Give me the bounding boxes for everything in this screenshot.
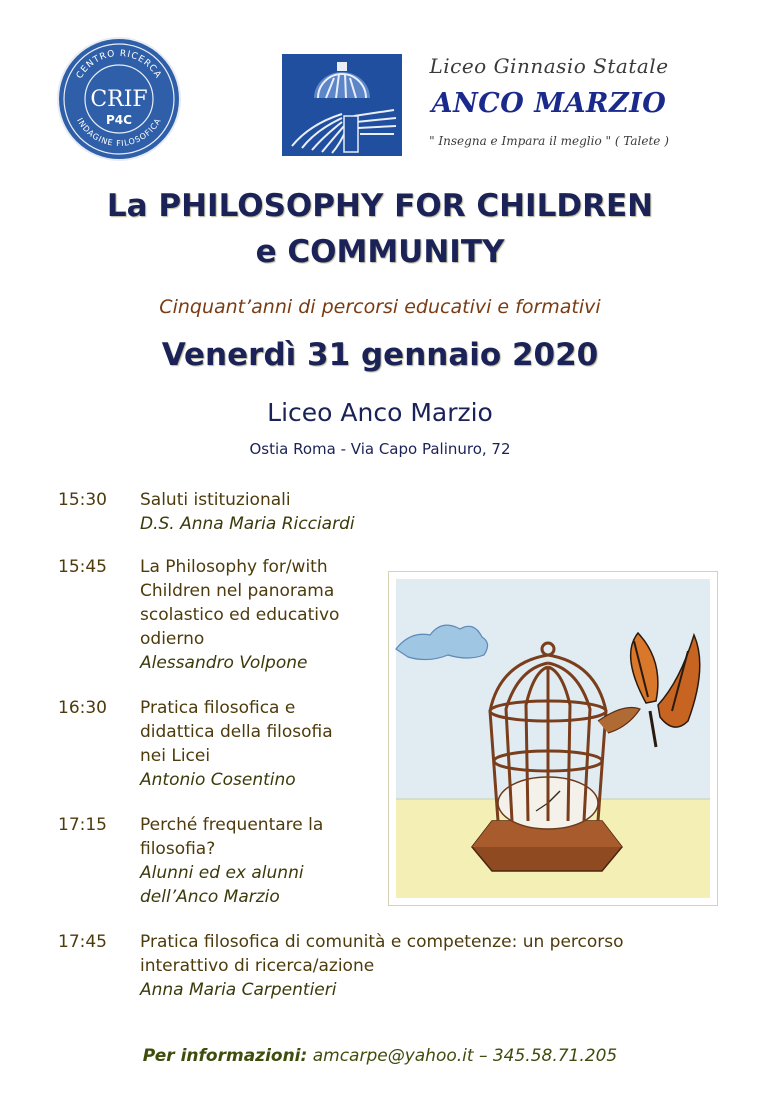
birdcage-butterfly-illustration <box>388 571 718 906</box>
program-item <box>140 696 333 792</box>
program-speaker: Anna Maria Carpentieri <box>140 980 337 1000</box>
event-subtitle: Cinquant’anni di percorsi educativi e formativi <box>159 296 601 318</box>
event-title-line1: La PHILOSOPHY FOR CHILDREN <box>106 188 654 224</box>
event-address: Ostia Roma - Via Capo Palinuro, 72 <box>249 440 511 458</box>
program-item <box>140 930 624 1002</box>
event-date: Venerdì 31 gennaio 2020 <box>161 337 599 373</box>
crif-tag: P4C <box>106 113 132 127</box>
event-title-line2: e COMMUNITY <box>255 234 505 270</box>
info-footer <box>0 1046 760 1066</box>
program-title: didattica della filosofia <box>140 722 333 742</box>
info-label: Per informazioni: <box>142 1046 308 1066</box>
program-item <box>140 488 355 536</box>
school-subtitle: Liceo Ginnasio Statale <box>429 54 669 78</box>
school-name: ANCO MARZIO <box>431 88 667 119</box>
program-speaker: Alessandro Volpone <box>140 653 308 673</box>
info-contact: amcarpe@yahoo.it – 345.58.71.205 <box>312 1046 618 1066</box>
program-speaker: Alunni ed ex alunni <box>140 863 304 883</box>
crif-top-arc-text: CENTRO RICERCA <box>74 48 164 81</box>
program-title: Pratica filosofica di comunità e competenze: un percorso <box>140 932 624 952</box>
program-item <box>140 813 323 909</box>
crif-logo <box>56 36 182 162</box>
program-title: scolastico ed educativo <box>140 605 340 625</box>
school-motto: " Insegna e Impara il meglio " ( Talete ) <box>429 134 669 148</box>
program-title: Pratica filosofica e <box>140 698 296 718</box>
program-time: 17:15 <box>58 815 107 835</box>
program-time: 16:30 <box>58 698 107 718</box>
program-title: filosofia? <box>140 839 216 859</box>
program-title: Saluti istituzionali <box>140 490 291 510</box>
program-title: Children nel panorama <box>140 581 335 601</box>
program-time: 15:45 <box>58 557 107 577</box>
program-title: odierno <box>140 629 205 649</box>
program-time: 17:45 <box>58 932 107 952</box>
crif-bottom-arc-text: INDAGINE FILOSOFICA <box>75 116 163 149</box>
program-item <box>140 555 339 675</box>
program-title: Perché frequentare la <box>140 815 324 835</box>
program-speaker: D.S. Anna Maria Ricciardi <box>140 514 355 534</box>
program-title: nei Licei <box>140 746 211 766</box>
program-title: La Philosophy for/with <box>140 557 328 577</box>
program-title: interattivo di ricerca/azione <box>140 956 375 976</box>
crif-monogram: CRIF <box>90 87 148 112</box>
program-speaker: Antonio Cosentino <box>140 770 296 790</box>
anco-marzio-emblem <box>282 54 402 156</box>
program-time: 15:30 <box>58 490 107 510</box>
event-venue: Liceo Anco Marzio <box>267 398 493 427</box>
program-speaker: dell’Anco Marzio <box>140 887 280 907</box>
